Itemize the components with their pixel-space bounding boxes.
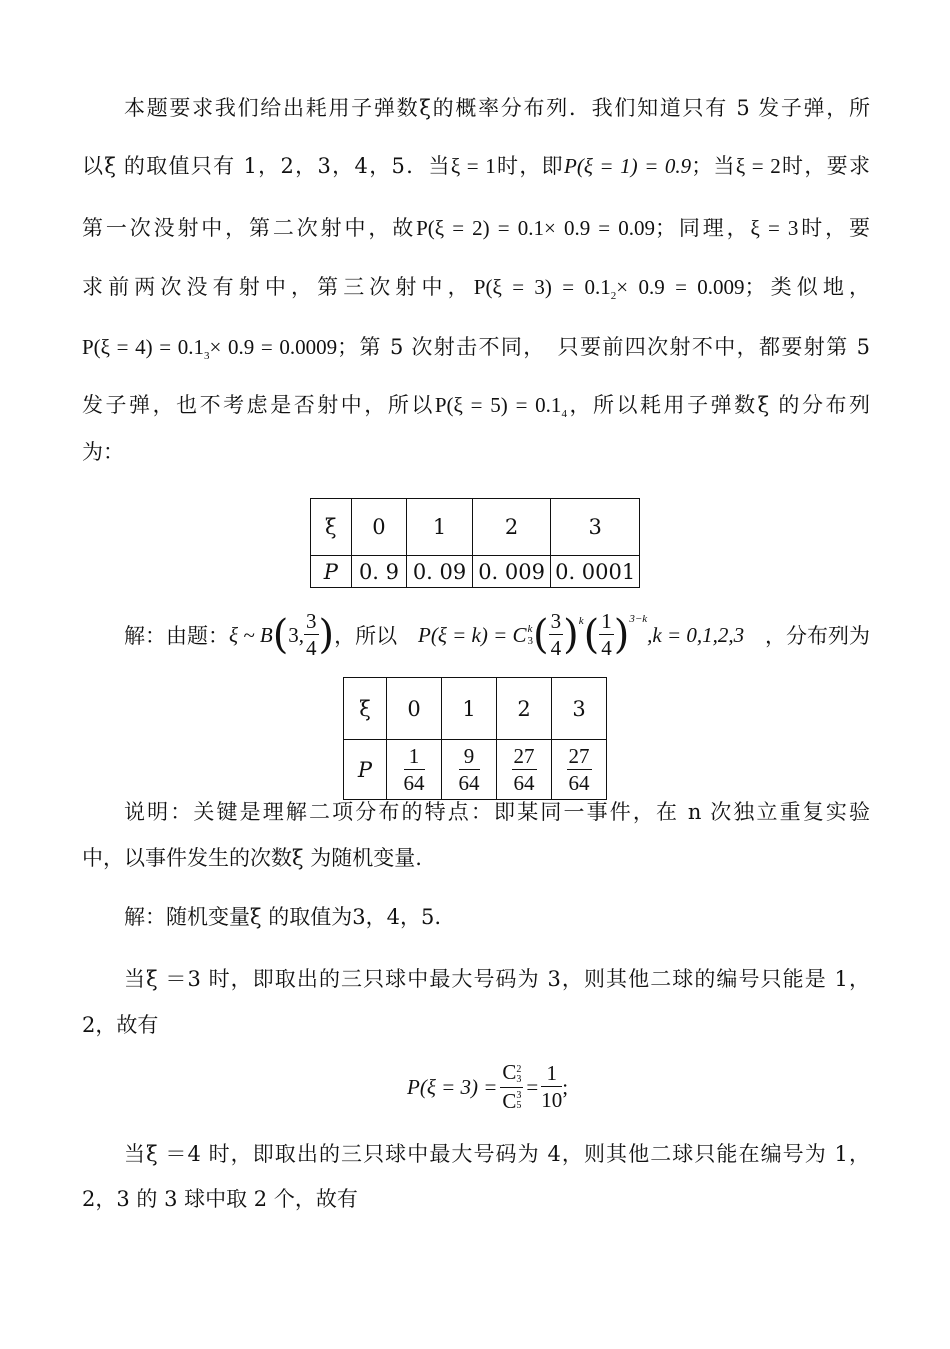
numerator: 3 (550, 609, 562, 633)
denominator: 64 (458, 770, 480, 795)
para5-line1: 当ξ ＝3 时，即取出的三只球中最大号码为 3，则其他二球的编号只能是 1， (124, 967, 870, 991)
table-cell: P (311, 556, 352, 588)
left-paren: ( (583, 612, 600, 658)
table-cell: P (344, 740, 387, 800)
table-cell (387, 740, 442, 800)
exponent: 3−k (629, 613, 648, 625)
fraction (599, 611, 614, 659)
math: P(ξ = 2) = 0.1× 0.9 = 0.09 (416, 216, 656, 240)
math: × 0.9 = 0.009 (616, 275, 745, 299)
text: 时，要求 (780, 154, 870, 178)
c-symbol: C (502, 1088, 517, 1113)
left-paren: ( (533, 612, 549, 658)
math: ξ = 1 (450, 154, 496, 178)
denominator: 4 (306, 636, 317, 660)
para1-line3 (82, 213, 870, 243)
text: ；当 (691, 154, 736, 178)
denominator: 64 (568, 770, 590, 795)
right-paren: ) (318, 612, 335, 658)
numerator (500, 1062, 523, 1087)
para3-line2: 中，以事件发生的次数ξ 为随机变量. (82, 846, 422, 870)
exponent: 2 (610, 290, 617, 303)
para1-line7: 为： (82, 440, 124, 464)
para6-line1: 当ξ ＝4 时，即取出的三只球中最大号码为 4，则其他二球只能在编号为 1， (124, 1142, 870, 1166)
para1-line1: 本题要求我们给出耗用子弹数ξ的概率分布列．我们知道只有 5 发子弹，所 (124, 96, 870, 120)
numerator: 3 (306, 609, 317, 633)
table-row (311, 499, 640, 556)
table-cell: 0. 0001 (551, 556, 640, 588)
fraction (304, 611, 319, 659)
indices (516, 1091, 521, 1111)
indices (516, 1065, 521, 1085)
table-cell: 2 (472, 499, 551, 556)
table-cell: 1 (407, 499, 473, 556)
semicolon: ; (562, 1074, 569, 1099)
math: ,k = 0,1,2,3 (647, 622, 745, 647)
table-cell: 0. 009 (472, 556, 551, 588)
table-cell: ξ (311, 499, 352, 556)
text: 时，要 (798, 216, 871, 240)
para1-line6 (82, 390, 870, 420)
table-cell: ξ (344, 678, 387, 740)
para1-line4 (82, 272, 870, 302)
equals: = (526, 1074, 539, 1099)
exponent: k (578, 615, 584, 627)
math: P(ξ = 1) = 0.9 (564, 154, 692, 178)
table-row (344, 740, 607, 800)
math: P(ξ = 4) = 0.1 (82, 335, 205, 359)
para3-line1: 说明：关键是理解二项分布的特点：即某同一事件，在 n 次独立重复实验 (124, 800, 870, 824)
para2-label (124, 611, 397, 659)
denominator: 64 (403, 770, 425, 795)
subscript: 5 (516, 1099, 522, 1111)
denominator (500, 1088, 523, 1112)
math: P(ξ = 5) = 0.1 (434, 393, 562, 417)
math: P(ξ = k) = C (418, 622, 527, 647)
table-cell: 0 (351, 499, 407, 556)
c-symbol: C (502, 1060, 517, 1085)
subscript: 3 (527, 635, 533, 647)
table-cell: 0 (387, 678, 442, 740)
text: 求前两次没有射中，第三次射中， (82, 275, 474, 299)
text: ；同理， (655, 216, 751, 240)
right-paren: ) (613, 612, 630, 658)
superscript: k (527, 623, 533, 635)
denominator: 4 (601, 636, 612, 660)
text: ，所以耗用子弹数ξ 的分布列 (566, 393, 870, 417)
math: P(ξ = 3) = (407, 1074, 498, 1099)
fraction (567, 743, 592, 795)
text: 时，即 (495, 154, 564, 178)
math: ξ ~ B (229, 622, 273, 647)
math: ξ = 3 (750, 216, 799, 240)
para5-line2: 2，故有 (82, 1013, 159, 1037)
math: × 0.9 = 0.0009 (209, 335, 338, 359)
text: 解：由题： (124, 624, 229, 648)
math: 3, (288, 622, 305, 647)
table-cell: 0. 09 (407, 556, 473, 588)
text: ，所以 (334, 624, 398, 648)
numerator: 1 (601, 609, 612, 633)
numerator: 1 (541, 1063, 562, 1087)
distribution-table-1 (310, 498, 640, 588)
exponent: 4 (561, 408, 567, 421)
distribution-table-2 (343, 677, 607, 800)
superscript: 2 (516, 1063, 522, 1075)
fraction (512, 743, 537, 795)
para1-line2 (82, 151, 870, 181)
text: 发子弹，也不考虑是否射中，所以 (82, 393, 435, 417)
superscript: 3 (516, 1089, 522, 1101)
denominator: 4 (550, 636, 562, 660)
fraction (403, 743, 425, 795)
para2-line (124, 606, 870, 664)
binomial-formula (418, 611, 744, 659)
subscript: 3 (516, 1073, 522, 1085)
numerator: 27 (513, 743, 535, 768)
text: ；第 5 次射击不同， 只要前四次射不中，都要射第 5 (337, 335, 870, 359)
table-cell: 0. 9 (351, 556, 407, 588)
para1-line5 (82, 332, 870, 362)
para4-line1: 解：随机变量ξ 的取值为3，4，5. (124, 905, 441, 929)
text: 以ξ 的取值只有 1，2，3，4，5．当 (82, 154, 451, 178)
numerator: 9 (459, 746, 480, 770)
table-row (311, 556, 640, 588)
exponent: 3 (204, 350, 210, 363)
fraction (541, 1063, 562, 1111)
text: ，分布列为 (765, 624, 870, 648)
math: P(ξ = 3) = 0.1 (473, 275, 611, 299)
para6-line2: 2，3 的 3 球中取 2 个，故有 (82, 1187, 358, 1211)
numerator: 1 (404, 746, 425, 770)
combination-fraction (500, 1062, 523, 1111)
fraction (549, 611, 564, 659)
table-cell (497, 740, 552, 800)
text: ；类似地， (744, 275, 871, 299)
formula-p3 (407, 1055, 568, 1119)
numerator: 27 (568, 743, 590, 768)
table-cell: 3 (551, 499, 640, 556)
right-paren: ) (563, 612, 579, 658)
table-cell: 3 (552, 678, 607, 740)
math: ξ = 2 (735, 154, 781, 178)
left-paren: ( (272, 612, 289, 658)
table-cell (552, 740, 607, 800)
text: 第一次没射中，第二次射中，故 (82, 216, 417, 240)
table-cell (442, 740, 497, 800)
fraction (458, 743, 480, 795)
denominator: 10 (541, 1088, 563, 1112)
table-cell: 1 (442, 678, 497, 740)
table-cell: 2 (497, 678, 552, 740)
denominator: 64 (513, 770, 535, 795)
table-row (344, 678, 607, 740)
